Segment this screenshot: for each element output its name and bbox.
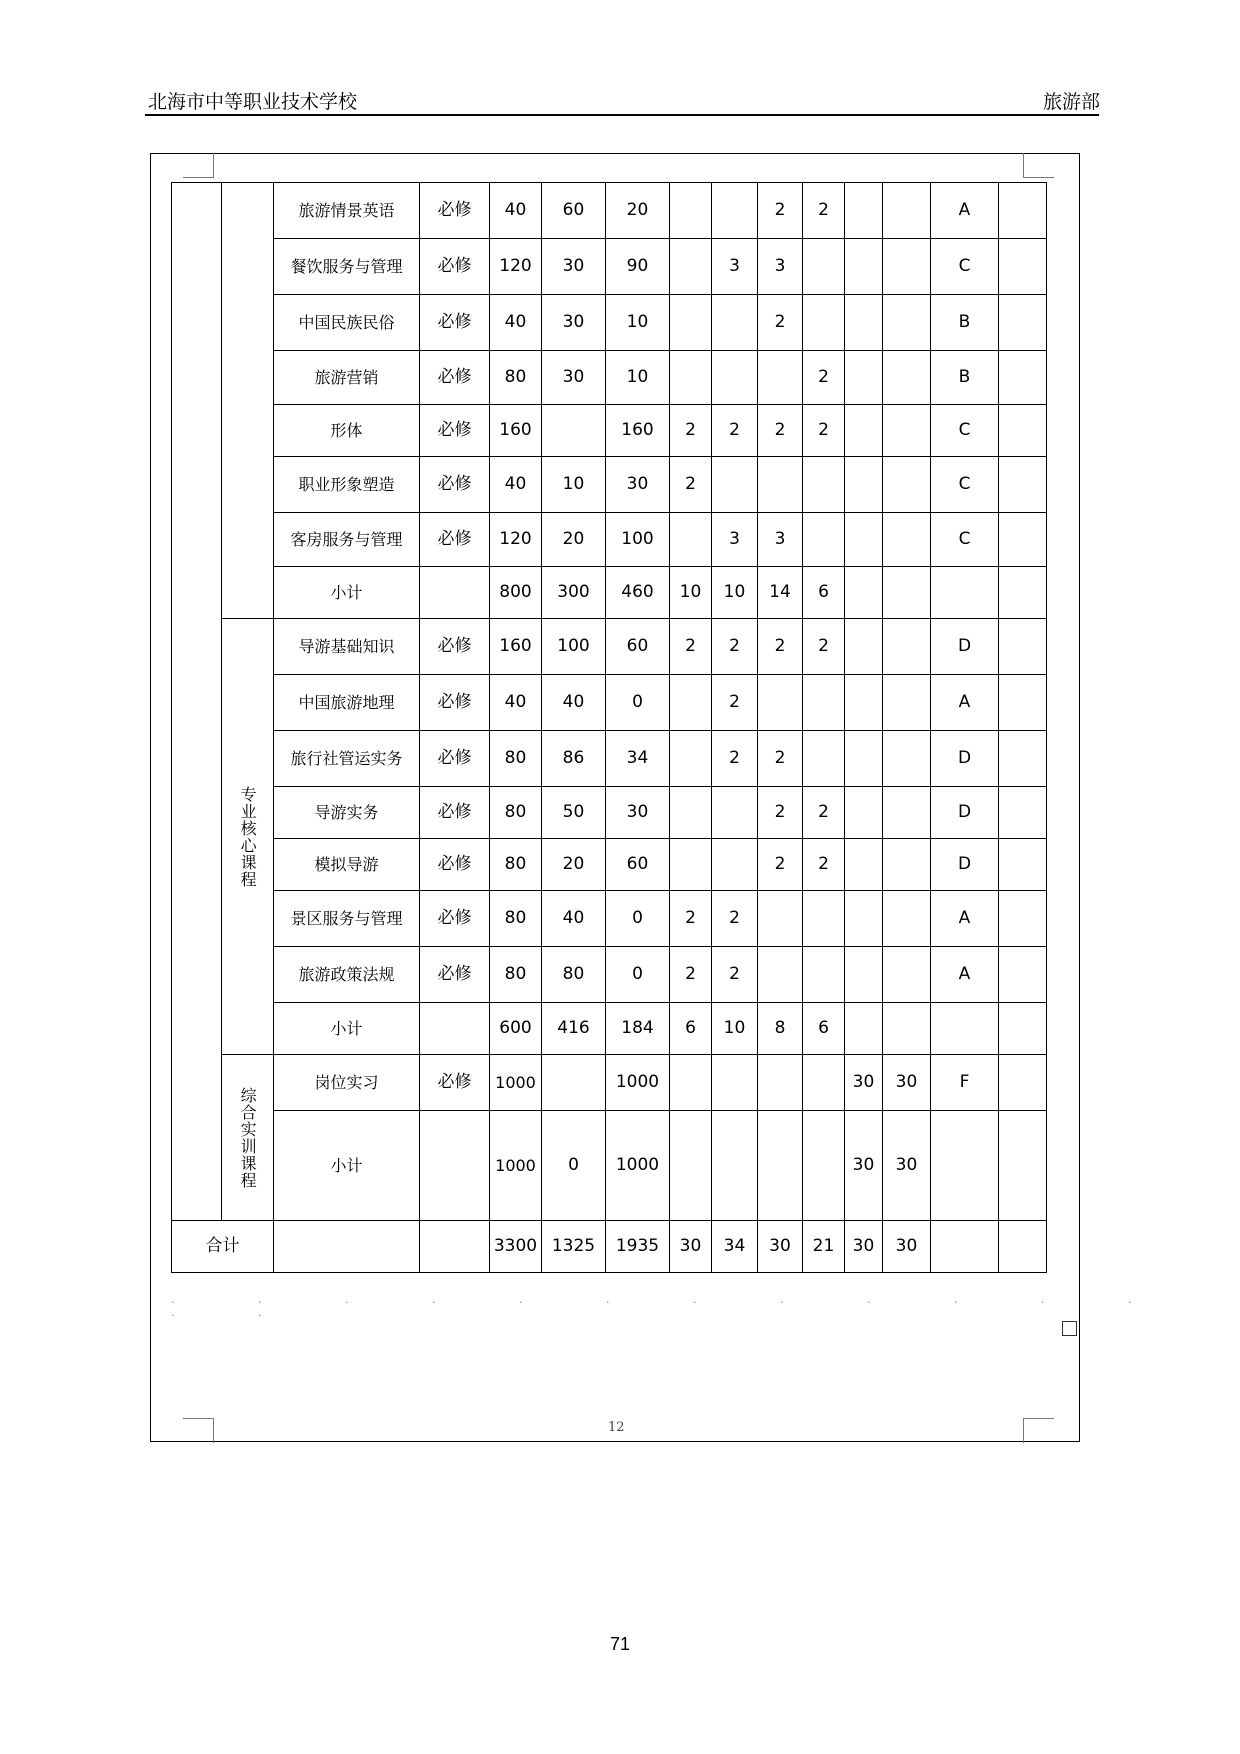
total-label: 合计	[172, 1221, 274, 1273]
practice-hours: 30	[606, 787, 670, 839]
course-type: 必修	[420, 183, 490, 239]
practice-hours: 184	[606, 1003, 670, 1055]
course-type: 必修	[420, 619, 490, 675]
total-hours: 1000	[490, 1111, 542, 1221]
total-hours: 80	[490, 839, 542, 891]
course-type	[420, 1003, 490, 1055]
remarks	[999, 295, 1047, 351]
course-name: 小计	[274, 1111, 420, 1221]
practice-hours: 60	[606, 839, 670, 891]
practice-hours: 90	[606, 239, 670, 295]
course-type: 必修	[420, 731, 490, 787]
theory-hours: 20	[542, 839, 606, 891]
course-name: 中国民族民俗	[274, 295, 420, 351]
term2: 3	[712, 513, 758, 567]
theory-hours: 30	[542, 351, 606, 405]
header-rule	[145, 114, 1099, 116]
course-name: 岗位实习	[274, 1055, 420, 1111]
theory-hours: 86	[542, 731, 606, 787]
term2: 10	[712, 1003, 758, 1055]
term2	[712, 1111, 758, 1221]
inner-page-number: 12	[608, 1420, 625, 1435]
total-row	[172, 1221, 1047, 1273]
course-type: 必修	[420, 787, 490, 839]
term2: 2	[712, 947, 758, 1003]
term3	[758, 457, 803, 513]
theory-hours: 20	[542, 513, 606, 567]
page-number: 71	[609, 1634, 631, 1654]
practice-hours: 0	[606, 675, 670, 731]
course-name: 小计	[274, 567, 420, 619]
term2	[712, 183, 758, 239]
term1	[670, 239, 712, 295]
term5: 30	[845, 1111, 883, 1221]
course-name: 景区服务与管理	[274, 891, 420, 947]
table-row	[172, 731, 1047, 787]
practice-hours: 0	[606, 947, 670, 1003]
section-cell-upper	[222, 183, 274, 619]
assessment: F	[931, 1055, 999, 1111]
table-row	[172, 675, 1047, 731]
term3: 2	[758, 183, 803, 239]
table-row	[172, 1111, 1047, 1221]
total-term1: 30	[670, 1221, 712, 1273]
assessment: D	[931, 839, 999, 891]
theory-hours: 80	[542, 947, 606, 1003]
theory-hours: 416	[542, 1003, 606, 1055]
term1	[670, 1055, 712, 1111]
total-remarks	[999, 1221, 1047, 1273]
term4	[803, 891, 845, 947]
crop-mark-top-right	[1023, 153, 1054, 178]
term6: 30	[883, 1055, 931, 1111]
remarks	[999, 1003, 1047, 1055]
course-type	[420, 567, 490, 619]
term1: 2	[670, 891, 712, 947]
term6	[883, 457, 931, 513]
total-term4: 21	[803, 1221, 845, 1273]
theory-hours: 30	[542, 295, 606, 351]
total-hours: 80	[490, 731, 542, 787]
term2	[712, 351, 758, 405]
term1	[670, 351, 712, 405]
term6	[883, 839, 931, 891]
section-label-training: 综合实训课程	[222, 1055, 274, 1221]
term1: 2	[670, 619, 712, 675]
course-name: 形体	[274, 405, 420, 457]
term5	[845, 513, 883, 567]
header-department: 旅游部	[1042, 91, 1100, 113]
remarks	[999, 1055, 1047, 1111]
total-hours: 40	[490, 183, 542, 239]
term3: 3	[758, 239, 803, 295]
course-type: 必修	[420, 1055, 490, 1111]
assessment	[931, 1003, 999, 1055]
term6: 30	[883, 1111, 931, 1221]
practice-hours: 10	[606, 351, 670, 405]
term1	[670, 183, 712, 239]
control-box	[1062, 1321, 1077, 1336]
term6	[883, 239, 931, 295]
assessment: B	[931, 295, 999, 351]
term5	[845, 947, 883, 1003]
assessment	[931, 567, 999, 619]
term3: 2	[758, 619, 803, 675]
term6	[883, 675, 931, 731]
practice-hours: 460	[606, 567, 670, 619]
table-row	[172, 183, 1047, 239]
assessment: A	[931, 891, 999, 947]
table-row	[172, 839, 1047, 891]
practice-hours: 0	[606, 891, 670, 947]
term4	[803, 1055, 845, 1111]
term1: 2	[670, 405, 712, 457]
course-name: 旅行社管运实务	[274, 731, 420, 787]
remarks	[999, 731, 1047, 787]
assessment: C	[931, 513, 999, 567]
term4: 2	[803, 183, 845, 239]
total-hours: 120	[490, 513, 542, 567]
term3	[758, 891, 803, 947]
table-row	[172, 891, 1047, 947]
term4	[803, 1111, 845, 1221]
table-row	[172, 947, 1047, 1003]
table-row	[172, 567, 1047, 619]
term6	[883, 567, 931, 619]
term2	[712, 295, 758, 351]
term4: 6	[803, 567, 845, 619]
term3: 8	[758, 1003, 803, 1055]
remarks	[999, 947, 1047, 1003]
course-type: 必修	[420, 839, 490, 891]
term6	[883, 513, 931, 567]
term3: 2	[758, 731, 803, 787]
practice-hours: 100	[606, 513, 670, 567]
course-type: 必修	[420, 891, 490, 947]
course-type: 必修	[420, 513, 490, 567]
practice-hours: 34	[606, 731, 670, 787]
curriculum-table	[171, 182, 1047, 1273]
total-term5: 30	[845, 1221, 883, 1273]
remarks	[999, 513, 1047, 567]
remarks	[999, 351, 1047, 405]
term3: 2	[758, 295, 803, 351]
term4: 2	[803, 619, 845, 675]
total-hours: 120	[490, 239, 542, 295]
assessment: A	[931, 947, 999, 1003]
term5	[845, 619, 883, 675]
term3: 2	[758, 405, 803, 457]
total-course-type	[420, 1221, 490, 1273]
course-name: 职业形象塑造	[274, 457, 420, 513]
theory-hours: 40	[542, 675, 606, 731]
term6	[883, 295, 931, 351]
course-name: 旅游政策法规	[274, 947, 420, 1003]
table-row	[172, 619, 1047, 675]
table-row	[172, 787, 1047, 839]
remarks	[999, 567, 1047, 619]
dot-marks: · · · · · · · · · · · · · ·	[171, 1296, 1172, 1322]
term5	[845, 567, 883, 619]
course-name: 模拟导游	[274, 839, 420, 891]
theory-hours: 300	[542, 567, 606, 619]
course-name: 餐饮服务与管理	[274, 239, 420, 295]
term1	[670, 295, 712, 351]
practice-hours: 1000	[606, 1055, 670, 1111]
term2	[712, 457, 758, 513]
assessment: A	[931, 675, 999, 731]
table-row	[172, 457, 1047, 513]
total-hours: 80	[490, 787, 542, 839]
term2: 2	[712, 675, 758, 731]
term5	[845, 351, 883, 405]
table-row	[172, 513, 1047, 567]
total-hours: 1000	[490, 1055, 542, 1111]
course-type	[420, 1111, 490, 1221]
total-hours: 80	[490, 947, 542, 1003]
term2: 2	[712, 891, 758, 947]
course-name: 小计	[274, 1003, 420, 1055]
total-hours: 40	[490, 295, 542, 351]
course-name: 旅游营销	[274, 351, 420, 405]
course-name: 旅游情景英语	[274, 183, 420, 239]
term4: 2	[803, 787, 845, 839]
term4	[803, 513, 845, 567]
term6	[883, 351, 931, 405]
section-label-prof: 专业核心课程	[222, 619, 274, 1055]
term6	[883, 183, 931, 239]
term1	[670, 839, 712, 891]
term2: 2	[712, 731, 758, 787]
total-course-name	[274, 1221, 420, 1273]
theory-hours: 0	[542, 1111, 606, 1221]
assessment: C	[931, 457, 999, 513]
term1: 10	[670, 567, 712, 619]
crop-mark-bottom-left	[183, 1418, 214, 1443]
term2: 3	[712, 239, 758, 295]
remarks	[999, 839, 1047, 891]
theory-hours	[542, 405, 606, 457]
term6	[883, 1003, 931, 1055]
course-type: 必修	[420, 947, 490, 1003]
term2	[712, 787, 758, 839]
table-row	[172, 405, 1047, 457]
term1: 2	[670, 457, 712, 513]
total-hours: 600	[490, 1003, 542, 1055]
term2: 2	[712, 405, 758, 457]
term4	[803, 947, 845, 1003]
term1: 6	[670, 1003, 712, 1055]
term2: 10	[712, 567, 758, 619]
term3: 3	[758, 513, 803, 567]
term5	[845, 405, 883, 457]
assessment: D	[931, 731, 999, 787]
term1	[670, 513, 712, 567]
term4: 6	[803, 1003, 845, 1055]
total-total-hours: 3300	[490, 1221, 542, 1273]
term5	[845, 891, 883, 947]
theory-hours: 60	[542, 183, 606, 239]
term4	[803, 675, 845, 731]
theory-hours: 40	[542, 891, 606, 947]
remarks	[999, 1111, 1047, 1221]
practice-hours: 30	[606, 457, 670, 513]
remarks	[999, 457, 1047, 513]
term4: 2	[803, 405, 845, 457]
term1	[670, 675, 712, 731]
term5	[845, 457, 883, 513]
term6	[883, 891, 931, 947]
crop-mark-top-left	[183, 153, 214, 178]
term4	[803, 731, 845, 787]
header-school: 北海市中等职业技术学校	[148, 91, 358, 113]
assessment: C	[931, 239, 999, 295]
term5: 30	[845, 1055, 883, 1111]
term5	[845, 295, 883, 351]
term5	[845, 183, 883, 239]
practice-hours: 60	[606, 619, 670, 675]
assessment: C	[931, 405, 999, 457]
total-hours: 80	[490, 351, 542, 405]
term6	[883, 731, 931, 787]
total-hours: 160	[490, 619, 542, 675]
assessment: B	[931, 351, 999, 405]
practice-hours: 1000	[606, 1111, 670, 1221]
remarks	[999, 619, 1047, 675]
theory-hours: 10	[542, 457, 606, 513]
total-hours: 80	[490, 891, 542, 947]
remarks	[999, 891, 1047, 947]
table-row	[172, 1003, 1047, 1055]
term3	[758, 351, 803, 405]
term5	[845, 1003, 883, 1055]
term3	[758, 675, 803, 731]
course-name: 导游基础知识	[274, 619, 420, 675]
practice-hours: 10	[606, 295, 670, 351]
term2	[712, 1055, 758, 1111]
term4	[803, 457, 845, 513]
remarks	[999, 787, 1047, 839]
total-term6: 30	[883, 1221, 931, 1273]
course-name: 中国旅游地理	[274, 675, 420, 731]
theory-hours: 100	[542, 619, 606, 675]
term3	[758, 1055, 803, 1111]
course-name: 客房服务与管理	[274, 513, 420, 567]
theory-hours: 50	[542, 787, 606, 839]
term1: 2	[670, 947, 712, 1003]
assessment	[931, 1111, 999, 1221]
assessment: D	[931, 619, 999, 675]
term6	[883, 619, 931, 675]
term5	[845, 731, 883, 787]
total-hours: 160	[490, 405, 542, 457]
practice-hours: 160	[606, 405, 670, 457]
total-practice-hours: 1935	[606, 1221, 670, 1273]
remarks	[999, 183, 1047, 239]
term4: 2	[803, 839, 845, 891]
total-theory-hours: 1325	[542, 1221, 606, 1273]
term3: 2	[758, 839, 803, 891]
table-row	[172, 351, 1047, 405]
term4	[803, 239, 845, 295]
theory-hours: 30	[542, 239, 606, 295]
term3	[758, 947, 803, 1003]
outer-category-cell	[172, 183, 222, 1221]
course-type: 必修	[420, 351, 490, 405]
term6	[883, 947, 931, 1003]
term5	[845, 787, 883, 839]
course-name: 导游实务	[274, 787, 420, 839]
total-hours: 800	[490, 567, 542, 619]
term4: 2	[803, 351, 845, 405]
term3	[758, 1111, 803, 1221]
total-term2: 34	[712, 1221, 758, 1273]
term6	[883, 787, 931, 839]
crop-mark-bottom-right	[1023, 1418, 1054, 1443]
term2: 2	[712, 619, 758, 675]
term5	[845, 839, 883, 891]
practice-hours: 20	[606, 183, 670, 239]
term5	[845, 675, 883, 731]
remarks	[999, 675, 1047, 731]
course-type: 必修	[420, 405, 490, 457]
table-row	[172, 295, 1047, 351]
table-row	[172, 239, 1047, 295]
term4	[803, 295, 845, 351]
table-row	[172, 1055, 1047, 1111]
term3: 14	[758, 567, 803, 619]
course-type: 必修	[420, 239, 490, 295]
term3: 2	[758, 787, 803, 839]
course-type: 必修	[420, 457, 490, 513]
remarks	[999, 405, 1047, 457]
course-type: 必修	[420, 295, 490, 351]
total-hours: 40	[490, 457, 542, 513]
term2	[712, 839, 758, 891]
term1	[670, 787, 712, 839]
total-term3: 30	[758, 1221, 803, 1273]
term5	[845, 239, 883, 295]
theory-hours	[542, 1055, 606, 1111]
assessment: A	[931, 183, 999, 239]
total-assessment	[931, 1221, 999, 1273]
assessment: D	[931, 787, 999, 839]
term1	[670, 731, 712, 787]
term6	[883, 405, 931, 457]
term1	[670, 1111, 712, 1221]
total-hours: 40	[490, 675, 542, 731]
remarks	[999, 239, 1047, 295]
course-type: 必修	[420, 675, 490, 731]
